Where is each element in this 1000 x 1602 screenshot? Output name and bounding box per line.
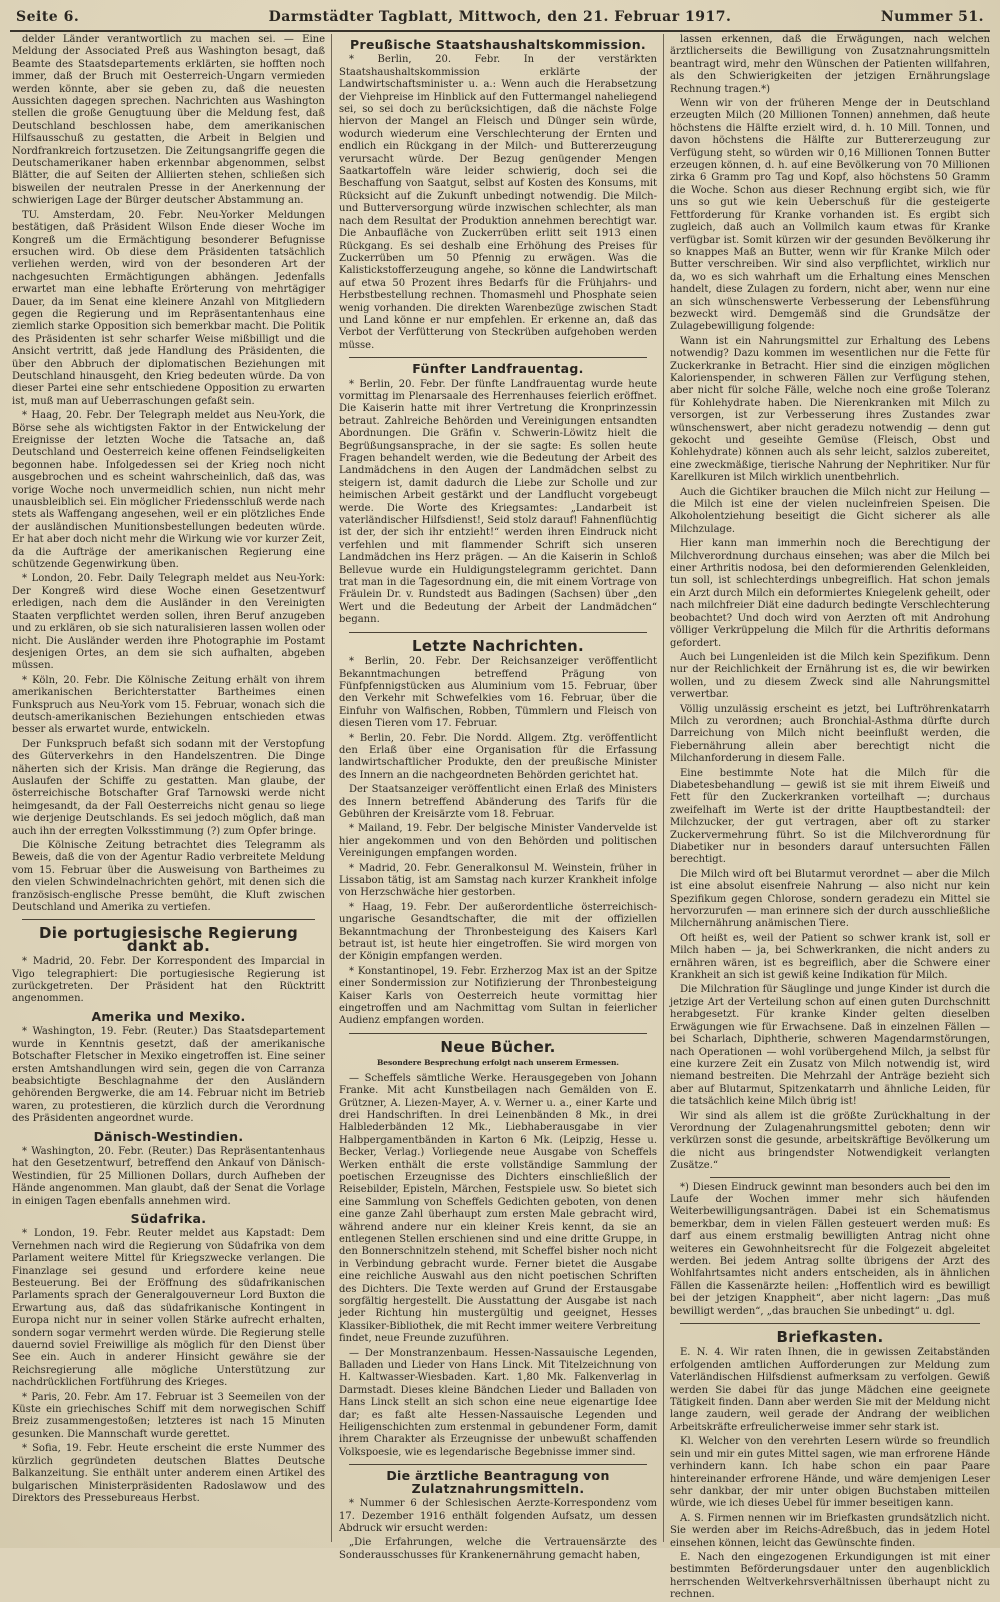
headline-landfrauentag: Fünfter Landfrauentag. <box>412 361 584 377</box>
article-paragraph: Eine bestimmte Note hat die Milch für die Diabetesbehandlung — gewiß ist sie mit ihrem Eiweiß und Fett für den Zuckerkranken vorteilhaft —; durchaus zweifelhaft im Werte ist der dritte Hauptbestandteil: der Milchzucker, der gut vertragen, aber oft zu starker Zuckervermehrung führt. So ist die Milchverordnung für Diabetiker nur in besonders darauf untersuchten Fällen berechtigt. <box>670 767 990 866</box>
article-paragraph: Die Milch wird oft bei Blutarmut verordnet — aber die Milch ist eine absolut eisenfreie Nahrung — also nicht nur kein Spezifikum gegen Chlorose, sondern geradezu ein Mittel sie hervorzurufen — man erinnere sich der durch ausschließliche Milchernährung anämischen Tiere. <box>670 868 990 930</box>
section-separator <box>22 919 315 920</box>
article-paragraph: Die Milchration für Säuglinge und junge Kinder ist durch die jetzige Art der Verteilung schon auf einen guten Durchschnitt herabgesetzt. Für kranke Kinder gelten dieselben Erwägungen wie für Erwachsene. Daß in einzelnen Fällen — bei Scharlach, Diphtherie, schweren Magendarmstörungen, nach Operationen — wohl vorübergehend Milch, ja selbst für eine kurzere Zeit ein Zusatz von Milch notwendig ist, wird niemand bestreiten. Die Mehrzahl der Anträge bezieht sich aber auf Blutarmut, Spitzenkatarrh und ähnliche Leiden, für die tatsächlich keine Milch übrig ist! <box>670 984 990 1108</box>
article-paragraph: Wir sind als allem ist die größte Zurückhaltung in der Verordnung der Zulagenahrungsmittel geboten; denn wir verkürzen sonst die gesunde, arbeitskräftige Bevölkerung um die nicht aus bringendster Notwendigkeit verlangten Zusätze.“ <box>670 1110 990 1172</box>
article-paragraph: * London, 19. Febr. Reuter meldet aus Kapstadt: Dem Vernehmen nach wird die Regierung von Südafrika von dem Parlament weitere Mittel für Kriegszwecke verlangen. Die Finanzlage sei gesund und erfordere keine neue Besteuerung. Bei der Eröffnung des südafrikanischen Parlaments sprach der Generalgouverneur Lord Buxton die Erwartung aus, daß das südafrikanische Kontingent in Europa nicht nur in seiner vollen Stärke aufrecht erhalten, sondern sogar vermehrt werden würde. Die Regierung stelle dauernd soviel Freiwillige als möglich für den Dienst über See ein. Auch in anderer Hinsicht gewähre sie der Reichsregierung alle mögliche Unterstützung zur nachdrücklichen Fortführung des Krieges. <box>12 1228 325 1389</box>
letter-answer: A. S. Firmen nennen wir im Briefkasten grundsätzlich nicht. Sie werden aber im Reichs-Adreßbuch, das in jedem Hotel einsehen können, leicht das Gewünschte finden. <box>670 1512 990 1549</box>
article-paragraph: „Die Erfahrungen, welche die Vertrauensärzte des Sonderausschusses für Krankenernährung gemacht haben, <box>339 1537 657 1561</box>
article-paragraph: Wenn wir von der früheren Menge der in Deutschland erzeugten Milch (20 Millionen Tonnen) annehmen, daß heute höchstens die Hälfte erzielt wird, d. h. 10 Mill. Tonnen, und davon höchstens die Hälfte zur Buttererzeugung zur Verfügung steht, so würden wir 0,16 Millionen Tonnen Butter erzeugen können, d. h. auf eine Bevölkerung von 70 Millionen zirka 6 Gramm pro Tag und Kopf, also höchstens 50 Gramm die Woche. Schon aus dieser Rechnung ergibt sich, wie für uns so gut wie kein Ueberschuß für die gesteigerte Fettforderung für Kranke vorhanden ist. Es ergibt sich zugleich, daß auch an Vollmilch kaum etwas für Kranke verfügbar ist. Somit kürzen wir der gesunden Bevölkerung ihr so knappes Maß an Butter, wenn wir für Kranke Milch oder Butter verschreiben. Wir sind also verpflichtet, wirklich nur da, wo es sich wahrhaft um die Erhaltung eines Menschen handelt, diese Zulagen zu fordern, nicht aber, wenn nur eine an sich wünschenswerte Verbesserung der Lebensführung bezweckt wird. Demgemäß sind die Grundsätze der Zulagebewilligung folgende: <box>670 98 990 333</box>
section-subtitle: Besondere Besprechung erfolgt nach unserem Ermessen. <box>376 1058 620 1068</box>
article-paragraph: * Madrid, 20. Febr. Der Korrespondent des Imparcial in Vigo telegraphiert: Die portugiesische Regierung ist zurückgetreten. Der Präsident hat den Rücktritt angenommen. <box>12 956 325 1005</box>
article-paragraph: — Der Monstranzenbaum. Hessen-Nassauische Legenden, Balladen und Lieder von Hans Linck. Mit Titelzeichnung von H. Kaltwasser-Wiesbaden. Kart. 1,80 Mk. Falkenverlag in Darmstadt. Dieses kleine Bändchen Lieder und Balladen von Hans Linck stellt an sich schon eine neue eigenartige Idee dar; es faßt alte Hessen-Nassauische Legenden und Heiligenschichten zum erstenmal in gebundener Form, damit ihrem Charakter als Erzeugnisse der unbewußt schaffenden Volkspoesie, wie es legendarische Begebnisse immer sind. <box>339 1347 657 1458</box>
headline-aerztliche-beantragung: Die ärztliche Beantragung von Zulatznahrungsmitteln. <box>386 1468 610 1496</box>
article-paragraph: — Scheffels sämtliche Werke. Herausgegeben von Johann Franke. Mit acht Kunstbeilagen nach Gemälden von E. Grützner, A. Liezen-Mayer, A. v. Werner u. a., einer Karte und drei Handschriften. In drei Leinenbänden 8 Mk., in drei Halblederbänden 12 Mk., Liebhaberausgabe in vier Halbpergamentbänden in Karton 6 Mk. (Leipzig, Hesse u. Becker, Verlag.) Vorliegende neue Ausgabe von Scheffels Werken enthält die erste vollständige Sammlung der poetischen Erzeugnisse des Dichters einschließlich der Reisebilder, Episteln, Märchen, Festspiele usw. So bietet sich eine Sammlung von Scheffels Gedichten geboten, von denen eine ganze Zahl überhaupt zum ersten Male gebracht wird, während andere nur ein kleiner Kreis kennt, da sie an entlegenen Stellen erschienen sind und eine dritte Gruppe, in den Bonnerschnitzeln stehend, mit Scheffel bisher noch nicht in Verbindung gebracht wurde. Ferner bietet die Ausgabe eine reichliche Auswahl aus den nicht poetischen Schriften des Dichters. Die Texte werden auf Grund der Erstausgabe sorgfältig hergestellt. Die Ausstattung der Ausgabe ist nach jeder Richtung hin mustergültig und geeignet, Hesses Klassiker-Bibliothek, die mit Recht immer weitere Verbreitung findet, neue Freunde zuzuführen. <box>339 1072 657 1345</box>
article-paragraph: * Madrid, 20. Febr. Generalkonsul M. Weinstein, früher in Lissabon tätig, ist am Samstag nach kurzer Krankheit infolge von Herzschwäche hier gestorben. <box>339 862 657 899</box>
section-separator <box>349 357 647 358</box>
footnote-paragraph: *) Diesen Eindruck gewinnt man besonders auch bei den im Laufe der Wochen immer mehr sich häufenden Weiterbewilligungsanträgen. Dabei ist ein Schematismus bemerkbar, dem in vielen Fällen gesteuert werden muß: Es darf aus einem erstmalig bewilligten Antrag nicht ohne weiteres ein Gewohnheitsrecht für die Folgezeit abgeleitet werden. Bei jedem Antrag sollte übrigens der Arzt des Wohlfahrtsamtes nicht anders entscheiden, als in ähnlichen Fällen die Kassenärzte heilen: „Hoffentlich wird es bewilligt bei der jetzigen Knappheit“, aber nicht lagern: „Das muß bewilligt werden“, „das brauchen Sie unbedingt“ u. dgl. <box>670 1181 990 1317</box>
letter-answer: E. N. 4. Wir raten Ihnen, die in gewissen Zeitabständen erfolgenden amtlichen Aufforderungen zur Meldung zum Vaterländischen Hilfsdienst aufmerksam zu verfolgen. Gewiß werden Sie dabei für das junge Mädchen eine geeignete Tätigkeit finden. Dann aber werden Sie mit der Meldung nicht lange zaudern, weil gerade der Andrang der weiblichen Arbeitskräfte erfreulicherweise immer sehr stark ist. <box>670 1347 990 1433</box>
letter-answer: E. Nach den eingezogenen Erkundigungen ist mit einer bestimmten Beförderungsdauer unter den augenblicklich herrschenden Weltverkehrsverhältnissen überhaupt nicht zu rechnen. <box>670 1551 990 1601</box>
headline-staatshaushalt: Preußische Staatshaushaltskommission. <box>350 37 646 52</box>
article-paragraph: * Berlin, 20. Febr. Der Reichsanzeiger veröffentlicht Bekanntmachungen betreffend Prägung von Fünfpfennigstücken aus Aluminium vom 15. Februar, über den Verkehr mit Schwefelkies vom 16. Februar, über die Einfuhr von Walfischen, Robben, Tümmlern und Fleisch von diesen Tieren vom 17. Februar. <box>339 656 657 730</box>
article-paragraph: * Konstantinopel, 19. Febr. Erzherzog Max ist an der Spitze einer Sondermission zur Notifizierung der Thronbesteigung Kaiser Karls von Oesterreich heute vormittag hier eingetroffen und am Nachmittag vom Sultan in feierlicher Audienz empfangen worden. <box>339 965 657 1027</box>
article-paragraph: delder Länder verantwortlich zu machen sei. — Eine Meldung der Associated Preß aus Washington besagt, daß Beamte des Staatsdepartements erklärten, sie hofften noch immer, daß der Bruch mit Oesterreich-Ungarn vermieden werden könnte, aber sie geben zu, daß die neuesten Aussichten dagegen sprechen. Nachrichten aus Washington stellen die große Genugtuung über die Meldung fest, daß Deutschland beschlossen habe, dem amerikanischen Hilfsausschuß zu gestatten, die Arbeit in Belgien und Nordfrankreich fortzusetzen. Die Zeitungsangriffe gegen die Deutschamerikaner haben erkennbar abgenommen, selbst Blätter, die auf Seiten der Alliierten stehen, schließen sich bisweilen der neutralen Presse in der Anerkennung der schwierigen Lage der Bürger deutscher Abstammung an. <box>12 34 325 207</box>
section-separator <box>680 1323 980 1324</box>
article-paragraph: Der Staatsanzeiger veröffentlicht einen Erlaß des Ministers des Innern betreffend Abänderung des Tarifs für die Gebühren der Kreisärzte vom 18. Februar. <box>339 784 657 820</box>
page-number: Seite 6. <box>16 9 80 25</box>
article-paragraph: * Mailand, 19. Febr. Der belgische Minister Vandervelde ist hier angekommen und von den Behörden und politischen Vereinigungen empfangen worden. <box>339 823 657 860</box>
column-3 <box>670 34 990 1601</box>
article-paragraph: Der Funkspruch befaßt sich sodann mit der Verstopfung des Güterverkehrs in den Handelszentren. Die Dinge näherten sich der Krisis. Man dränge die Regierung, das Auslaufen der Schiffe zu gestatten. Man glaube, der österreichische Botschafter Graf Tarnowski werde nicht heimgesandt, da der Fall Oesterreichs nicht genau so liege wie derjenige Deutschlands. Es sei jedoch möglich, daß man auch ihn der erregten Volksstimmung (?) zum Opfer bringe. <box>12 738 325 837</box>
headline-neue-buecher: Neue Bücher. <box>440 1037 556 1056</box>
article-paragraph: * Washington, 19. Febr. (Reuter.) Das Staatsdepartement wurde in Kenntnis gesetzt, daß der amerikanische Botschafter Fletscher in Mexiko eingetroffen ist. Eine seiner ersten Amtshandlungen wird sein, gegen die von Carranza beabsichtigte Beschlagnahme der den Ausländern gehörenden Bergwerke, die am 14. Februar nicht im Betrieb waren, zu protestieren, die kürzlich durch die Verordnung des Präsidenten angeordnet wurde. <box>12 1026 325 1125</box>
column-1 <box>12 34 325 1542</box>
article-paragraph: * Washington, 20. Febr. (Reuter.) Das Repräsentantenhaus hat den Gesetzentwurf, betreffend den Ankauf von Dänisch-Westindien, für 25 Millionen Dollars, durch Aufheben der Hände angenommen. Man glaubt, daß der Senat die Vorlage in einigen Tagen ebenfalls annehmen wird. <box>12 1145 325 1207</box>
issue-number: Nummer 51. <box>880 9 984 25</box>
headline-letzte-nachrichten: Letzte Nachrichten. <box>412 636 584 655</box>
article-paragraph: Oft heißt es, weil der Patient so schwer krank ist, soll er Milch haben — ja, bei Schwerkranken, die nicht anders zu ernähren wären, ist es begreiflich, aber die Schwere einer Krankheit an sich ist gewiß keine Indikation für Milch. <box>670 932 990 982</box>
article-paragraph: Die Kölnische Zeitung betrachtet dies Telegramm als Beweis, daß die von der Agentur Radio verbreitete Meldung vom 15. Februar über die Ausweisung von Bartheimes zu den vielen Schwindelnachrichten gehört, mit denen sich die französisch-englische Presse bemüht, die Kluft zwischen Deutschland und Amerika zu vertiefen. <box>12 840 325 914</box>
article-paragraph: * Berlin, 20. Febr. Die Nordd. Allgem. Ztg. veröffentlicht den Erlaß über eine Organisation für die Erfassung landwirtschaftlicher Produkte, den der preußische Minister des Innern an die nachgeordneten Behörden gerichtet hat. <box>339 732 657 781</box>
article-paragraph: Wann ist ein Nahrungsmittel zur Erhaltung des Lebens notwendig? Dazu kommen im wesentlichen nur die Fette für Zuckerkranke in Betracht. Hier sind die einzigen möglichen Kalorienspender, in schweren Fällen zur Verfügung stehen, aber nicht für solche Fälle, welche noch eine große Toleranz für Kohlehydrate haben. Die Nierenkranken mit Milch zu versorgen, ist zur Verbesserung ihres Zustandes zwar wünschenswert, aber nicht geradezu notwendig — denn gut gekocht und geseihte Gemüse (Fleisch, Obst und Kohlehydrate) können auch als sehr leicht, salzlos zubereitet, eine zweckmäßige, tierische Nahrung der Nephritiker. Nur für Karellkuren ist Milch wirklich unentbehrlich. <box>670 335 990 484</box>
article-paragraph: Auch bei Lungenleiden ist die Milch kein Spezifikum. Denn nur der Reichlichkeit der Ernährung ist es, die wir bewirken wollen, und zu diesem Zweck sind alle Nahrungsmittel verwertbar. <box>670 651 990 701</box>
headline-briefkasten: Briefkasten. <box>776 1328 884 1347</box>
article-paragraph: * Berlin, 20. Febr. Der fünfte Landfrauentag wurde heute vormittag im Plenarsaale des Herrenhauses feierlich eröffnet. Die Kaiserin hatte mit ihrer Vertretung die Kronprinzessin betraut. Zahlreiche Behörden und Vereinigungen entsandten Abordnungen. Die Gräfin v. Schwerin-Löwitz hielt die Begrüßungsansprache, in der sie sagte: Es sollen heute Fragen behandelt werden, wie die Bedeutung der Arbeit des Landmädchens in den Augen der Landmädchen selbst zu steigern ist, damit dadurch die Liebe zur Scholle und zur heimischen Arbeit gestärkt und der Landflucht vorgebeugt werde. Die Worte des Kriegsamtes: „Landarbeit ist vaterländischer Hilfsdienst!, Seid stolz darauf! Fahnenflüchtig ist der, der sich ihr entzieht!“ werden ihren Eindruck nicht verfehlen und mit flammender Schrift sich unseren Landmädchen ins Herz prägen. — An die Kaiserin in Schloß Bellevue wurde ein Huldigungstelegramm gerichtet. Dann trat man in die Tagesordnung ein, die mit einem Vortrage von Fräulein Dr. v. Rundstedt aus Badingen (Sachsen) über „den Wert und die Bedeutung der Arbeit der Landmädchen“ begann. <box>339 378 657 626</box>
article-paragraph: * Köln, 20. Febr. Die Kölnische Zeitung erhält von ihrem amerikanischen Berichterstatter Bartheimes einen Funkspruch aus Neu-York vom 15. Februar, wonach sich die deutsch-amerikanischen Beziehungen entschieden etwas besser als erwartet wurde, entwickeln. <box>12 674 325 736</box>
letter-answer: Kl. Welcher von den verehrten Lesern würde so freundlich sein und mir ein gutes Mittel sagen, wie man erfrorene Hände verhindern kann. Ich habe schon ein paar Paare hintereinander erfrorene Hände, und wäre demjenigen Leser sehr dankbar, der mir unter obigen Buchstaben mitteilen würde, wie ich dieses Uebel für immer beseitigen kann. <box>670 1436 990 1510</box>
column-divider <box>331 34 332 1542</box>
section-separator <box>349 632 647 633</box>
masthead <box>10 4 990 32</box>
article-paragraph: * Haag, 20. Febr. Der Telegraph meldet aus Neu-York, die Börse sehe als wichtigsten Faktor in der Entwickelung der Ereignisse der letzten Woche die Tatsache an, daß Deutschland und Oesterreich keine offenen Feindseligkeiten begonnen habe. Infolgedessen sei der Krieg noch nicht ausgebrochen und es scheint wahrscheinlich, daß das, was vorige Woche noch unvermeidlich schien, nun nicht mehr unausbleiblich sei. Ein möglicher Friedensschluß werde nach stets als Waffengang angesehen, weil er ein plötzliches Ende der ausländischen Munitionsbestellungen bedeuten würde. Er hat aber doch nicht mehr die Wirkung wie vor kurzer Zeit, da die Aufträge der amerikanischen Regierung eine schützende Gegenwirkung üben. <box>12 410 325 571</box>
section-separator <box>710 1177 950 1178</box>
article-paragraph: Hier kann man immerhin noch die Berechtigung der Milchverordnung durchaus einsehen; was aber die Milch bei einer Arthritis nodosa, bei den deformierenden Gelenkleiden, tun soll, ist schlechterdings unbegreiflich. Hat schon jemals ein Arzt durch Milch ein deformiertes Kniegelenk geheilt, oder nach milchfreier Diät eine dadurch bedingte Verschlechterung beobachtet? Und doch wird von Aerzten oft mit Androhung völliger Verkrüppelung die Milch für die Arthritis deformans gefordert. <box>670 538 990 649</box>
headline-westindien: Dänisch-Westindien. <box>93 1128 244 1144</box>
column-2 <box>339 34 657 1561</box>
article-paragraph: Auch die Gichtiker brauchen die Milch nicht zur Heilung — die Milch ist eine der vielen nucleinfreien Speisen. Die Alkoholentziehung beseitigt die Gicht sicherer als alle Milchzulage. <box>670 486 990 535</box>
article-paragraph: TU. Amsterdam, 20. Febr. Neu-Yorker Meldungen bestätigen, daß Präsident Wilson Ende dieser Woche im Kongreß um die Ermächtigung besonderer Befugnisse ersuchen wird. Ob diese dem Präsidenten tatsächlich verliehen werden, wird von der besonderen Art der nachgesuchten Ermächtigungen abhängen. Jedenfalls erwartet man eine lebhafte Erörterung von mehrtägiger Dauer, da im Senat eine kleinere Anzahl von Mitgliedern gegen die Regierung und im Repräsentantenhaus eine ziemlich starke Opposition sich bemerkbar macht. Die Politik des Präsidenten ist sehr scharfer Weise mißbilligt und die Ansicht vertritt, daß jede Handlung des Präsidenten, die über den Abbruch der diplomatischen Beziehungen mit Deutschland hinausgeht, den Krieg bedeuten würde. Da von dieser Partei eine sehr entschiedene Opposition zu erwarten ist, muß man auf Ueberraschungen gefaßt sein. <box>12 209 325 407</box>
headline-mexiko: Amerika und Mexiko. <box>91 1008 246 1024</box>
article-paragraph: * Nummer 6 der Schlesischen Aerzte-Korrespondenz vom 17. Dezember 1916 enthält folgenden Aufsatz, um dessen Abdruck wir ersucht werden: <box>339 1498 657 1534</box>
article-paragraph: * Berlin, 20. Febr. In der verstärkten Staatshaushaltskommission erklärte der Landwirtschaftsminister u. a.: Wenn auch die Herabsetzung der Viehpreise im Hinblick auf den Futtermangel naheliegend sei, so sei doch zu berücksichtigen, daß die nächste Folge hiervon der Mangel an Fleisch und Dünger sein würde, wodurch wiederum eine Verschlechterung der Ernten und endlich ein Rückgang in der Milch- und Buttererzeugung verursacht würde. Der Bezug genügender Mengen Saatkartoffeln wäre leider schwierig, doch sei die Beschaffung von Saatgut, selbst auf Kosten des Konsums, mit Rücksicht auf die Zukunft unbedingt notwendig. Die Milch- und Butterversorgung würde inzwischen schlechter, als man nach dem Resultat der Produktion annehmen berechtigt war. Die Anbaufläche von Zuckerrüben erlitt seit 1913 einen Rückgang. Es sei deshalb eine Erhöhung des Preises für Zuckerrüben um 50 Pfennig zu erwägen. Was die Kalistickstofferzeugung angehe, so könne die Landwirtschaft auf etwa 50 Prozent ihres Bedarfs für die Frühjahrs- und Herbstbestellung rechnen. Thomasmehl und Phosphate seien wenig vorhanden. Die direkten Warenbezüge zwischen Stadt und Land könne er nur empfehlen. Er erkenne an, daß das Verbot der Verfütterung von Steckrüben aufgehoben werden müsse. <box>339 54 657 351</box>
article-paragraph: * London, 20. Febr. Daily Telegraph meldet aus Neu-York: Der Kongreß wird diese Woche einen Gesetzentwurf erledigen, nach dem die Ausländer in den Vereinigten Staaten verpflichtet werden sollen, ihren Beruf anzugeben und zu erklären, ob sie sich naturalisieren lassen wollen oder nicht. Die Ausländer werden ihre Photographie im Postamt desjenigen Ortes, an dem sie sich aufhalten, abgeben müssen. <box>12 573 325 672</box>
article-paragraph: Völlig unzulässig erscheint es jetzt, bei Luftröhrenkatarrh Milch zu verordnen; auch Bronchial-Asthma dürfte durch Darreichung von Milch nicht beeinflußt werden, die Fiebernährung allein aber berechtigt nicht die Milchanforderung in diesem Falle. <box>670 703 990 765</box>
article-paragraph: lassen erkennen, daß die Erwägungen, nach welchen ärztlicherseits die Bewilligung von Zusatznahrungsmitteln beantragt wird, mehr den Wünschen der Patienten willfahren, als den Schwierigkeiten der jetzigen Ernährungslage Rechnung tragen.*) <box>670 34 990 95</box>
article-paragraph: * Haag, 19. Febr. Der außerordentliche österreichisch-ungarische Gesandtschafter, die mit der offiziellen Bekanntmachung der Thronbesteigung des Kaisers Karl betraut ist, ist heute hier eingetroffen. Sie wird morgen von der Königin empfangen werden. <box>339 901 657 963</box>
column-divider <box>663 34 664 1542</box>
section-separator <box>349 1464 647 1465</box>
article-paragraph: * Paris, 20. Febr. Am 17. Februar ist 3 Seemeilen von der Küste ein griechisches Schiff mit dem norwegischen Schiff Breiz zusammengestoßen; letzteres ist nach 15 Minuten gesunken. Die Mannschaft wurde gerettet. <box>12 1391 325 1440</box>
newspaper-title: Darmstädter Tagblatt, Mittwoch, den 21. Februar 1917. <box>268 9 732 25</box>
headline-portugal: Die portugiesische Regierung dankt ab. <box>39 924 298 955</box>
article-paragraph: * Sofia, 19. Febr. Heute erscheint die erste Nummer des kürzlich gegründeten deutschen Blattes Deutsche Balkanzeitung. Sie enthält unter anderem einen Artikel des bulgarischen Ministerpräsidenten Radoslawow und des Direktors des Pressebureaus Herbst. <box>12 1443 325 1504</box>
section-separator <box>349 1033 647 1034</box>
headline-suedafrika: Südafrika. <box>130 1210 207 1226</box>
